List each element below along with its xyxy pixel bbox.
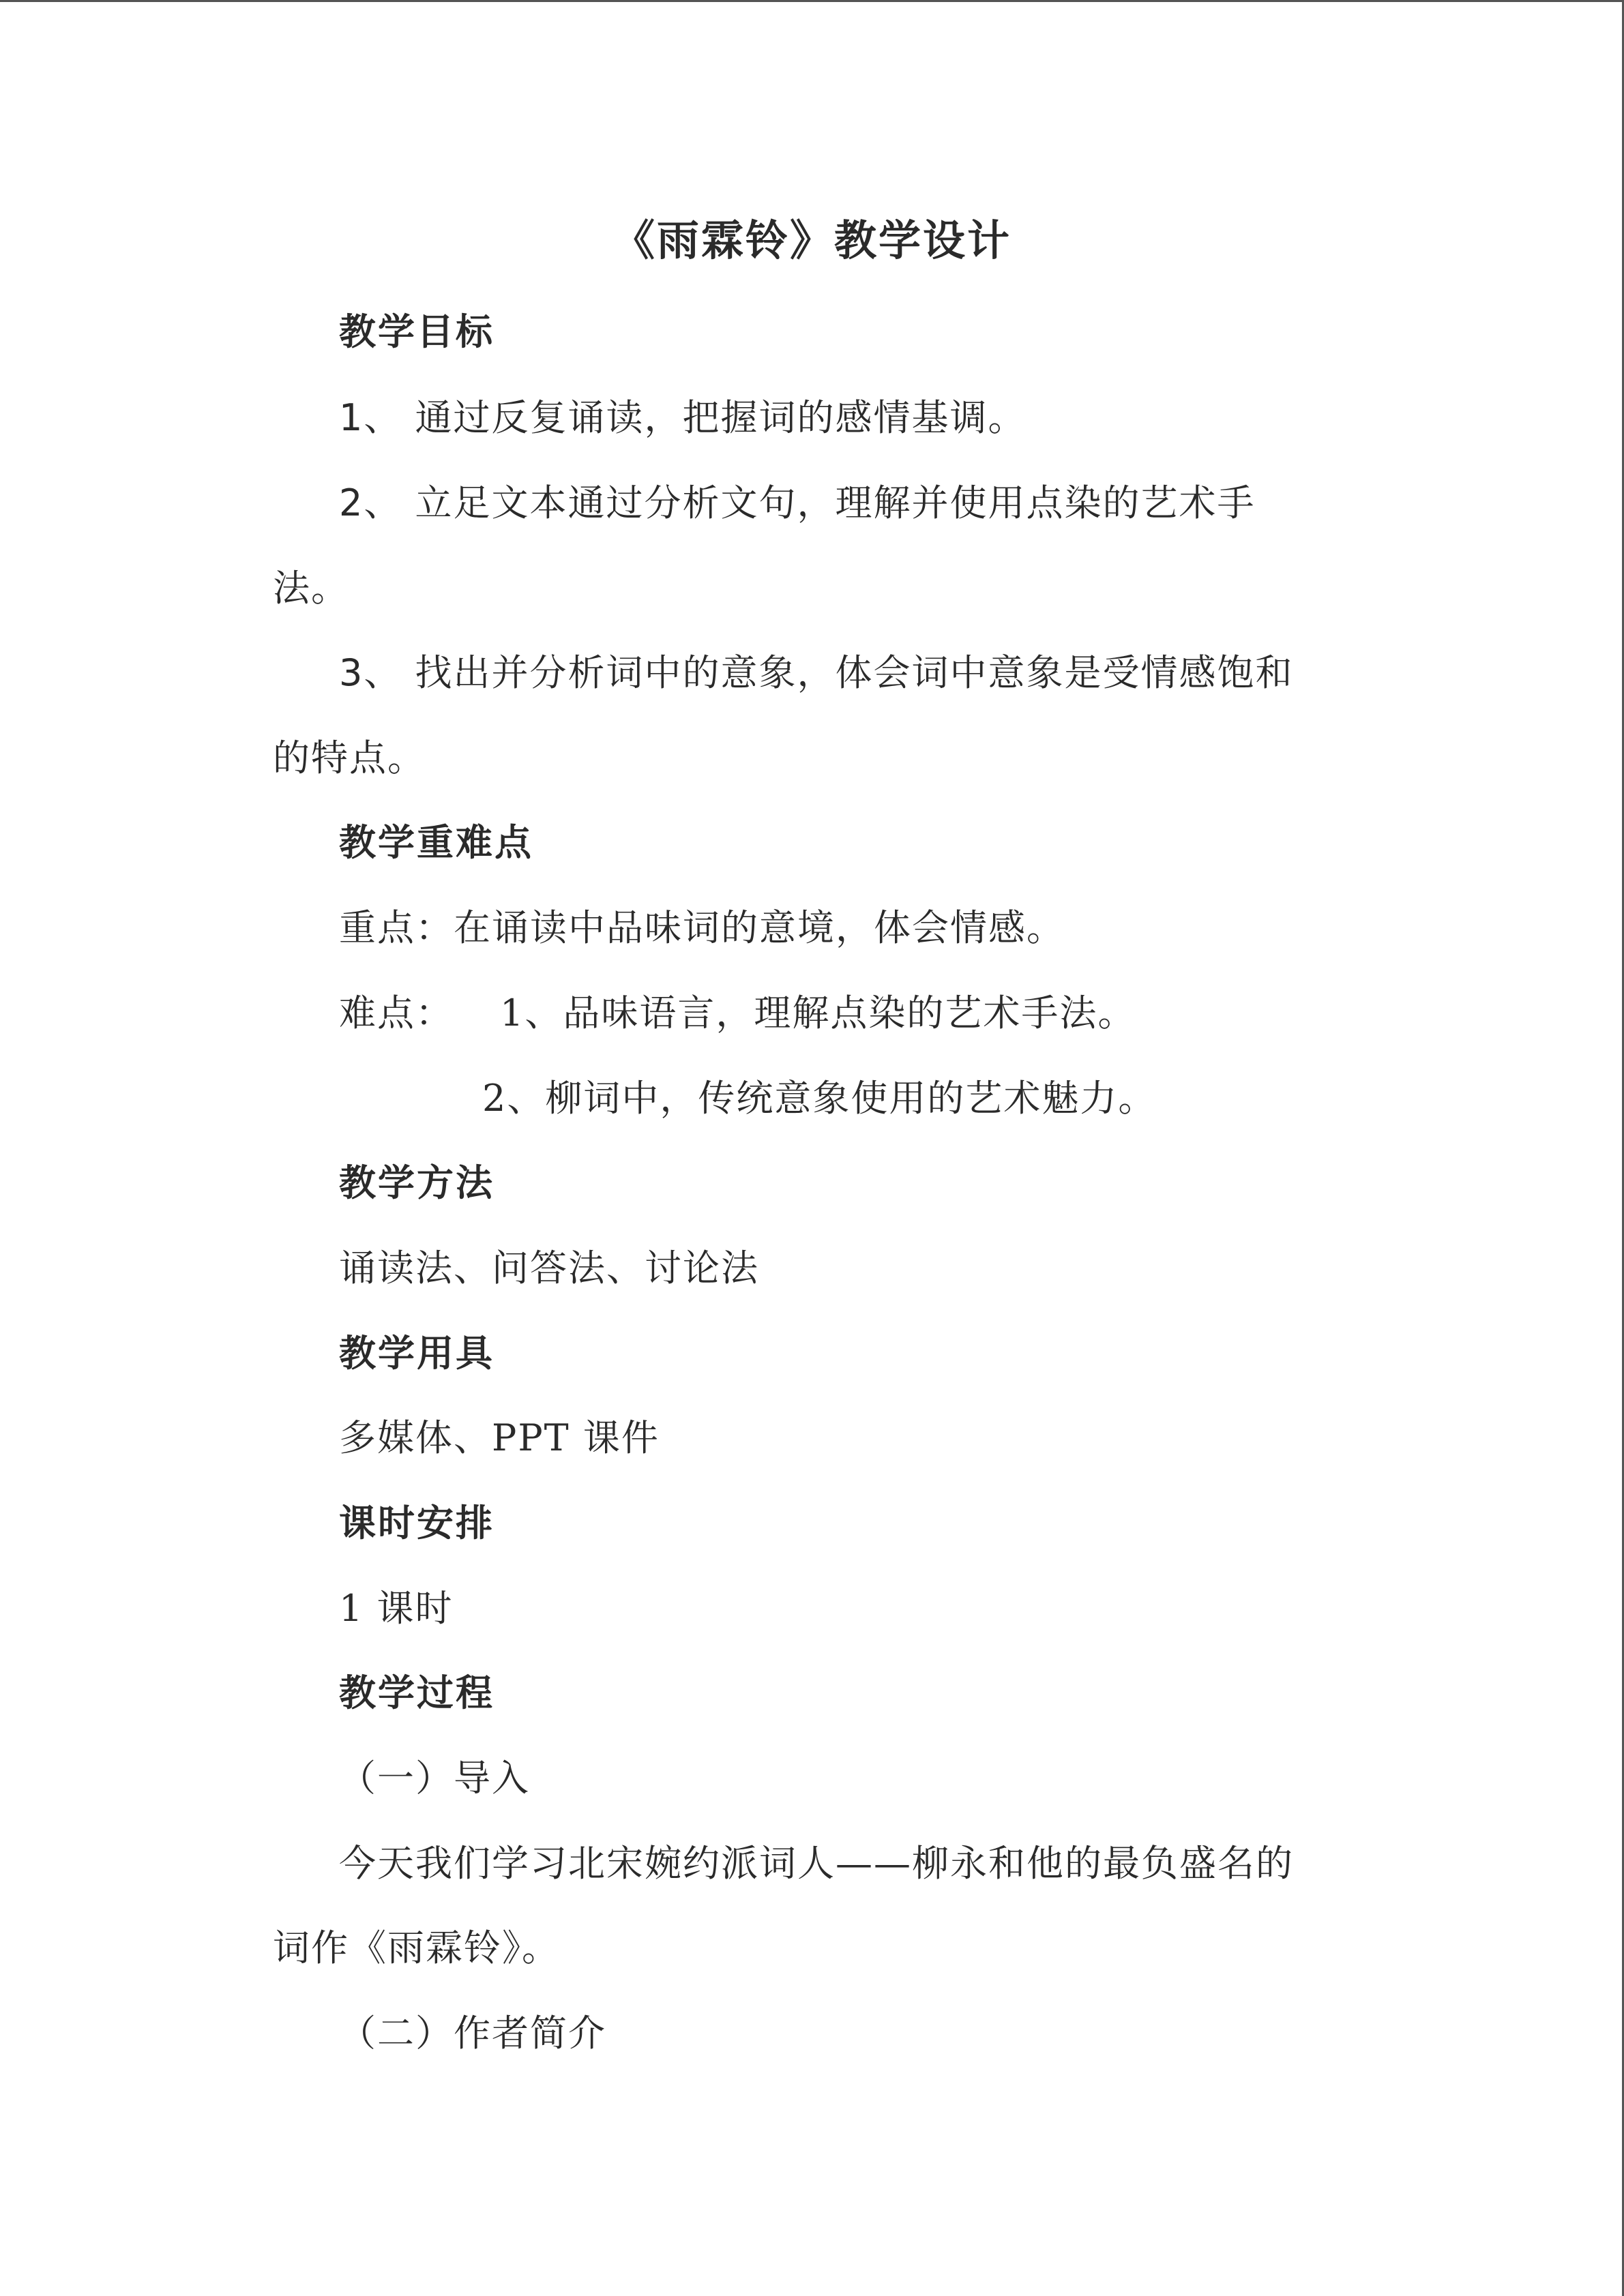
methods-text: 诵读法、问答法、讨论法	[339, 1247, 759, 1289]
process-step-2-title: （二）作者简介	[339, 2012, 606, 2055]
objective-num: 3、	[339, 651, 402, 694]
difficult-point-1: 1、品味语言，理解点染的艺术手法。	[500, 992, 1136, 1034]
objective-item-3	[339, 649, 1294, 697]
objective-item-3-cont: 的特点。	[273, 736, 426, 779]
document-title: 《雨霖铃》教学设计	[612, 215, 1012, 265]
heading-process: 教学过程	[339, 1671, 494, 1714]
difficult-label: 难点：	[339, 992, 454, 1034]
heading-methods: 教学方法	[339, 1161, 494, 1204]
key-point-text: 重点：在诵读中品味词的意境，体会情感。	[339, 906, 1065, 949]
objective-text: 立足文本通过分析文句，理解并使用点染的艺术手	[415, 481, 1256, 524]
process-step-1-title: （一）导入	[339, 1757, 530, 1800]
objective-num: 1、	[339, 396, 402, 439]
heading-tools: 教学用具	[339, 1332, 494, 1375]
heading-objectives: 教学目标	[339, 310, 494, 353]
objective-item-2	[339, 479, 1256, 527]
objective-text: 通过反复诵读，把握词的感情基调。	[415, 396, 1027, 439]
objective-num: 2、	[339, 481, 402, 524]
process-step-1-text: 今天我们学习北宋婉约派词人——柳永和他的最负盛名的	[339, 1842, 1294, 1885]
tools-text: 多媒体、PPT 课件	[339, 1416, 660, 1459]
objective-text: 找出并分析词中的意象，体会词中意象是受情感饱和	[415, 651, 1294, 694]
objective-item-1	[339, 394, 1027, 442]
page-top-border	[0, 0, 1624, 2]
schedule-text: 1 课时	[339, 1587, 454, 1630]
difficult-point-2: 2、柳词中，传统意象使用的艺术魅力。	[482, 1077, 1157, 1120]
heading-schedule: 课时安排	[339, 1502, 494, 1545]
objective-item-2-cont: 法。	[273, 567, 349, 610]
process-step-1-text-cont: 词作《雨霖铃》。	[273, 1926, 560, 1969]
heading-key-points: 教学重难点	[339, 821, 533, 864]
